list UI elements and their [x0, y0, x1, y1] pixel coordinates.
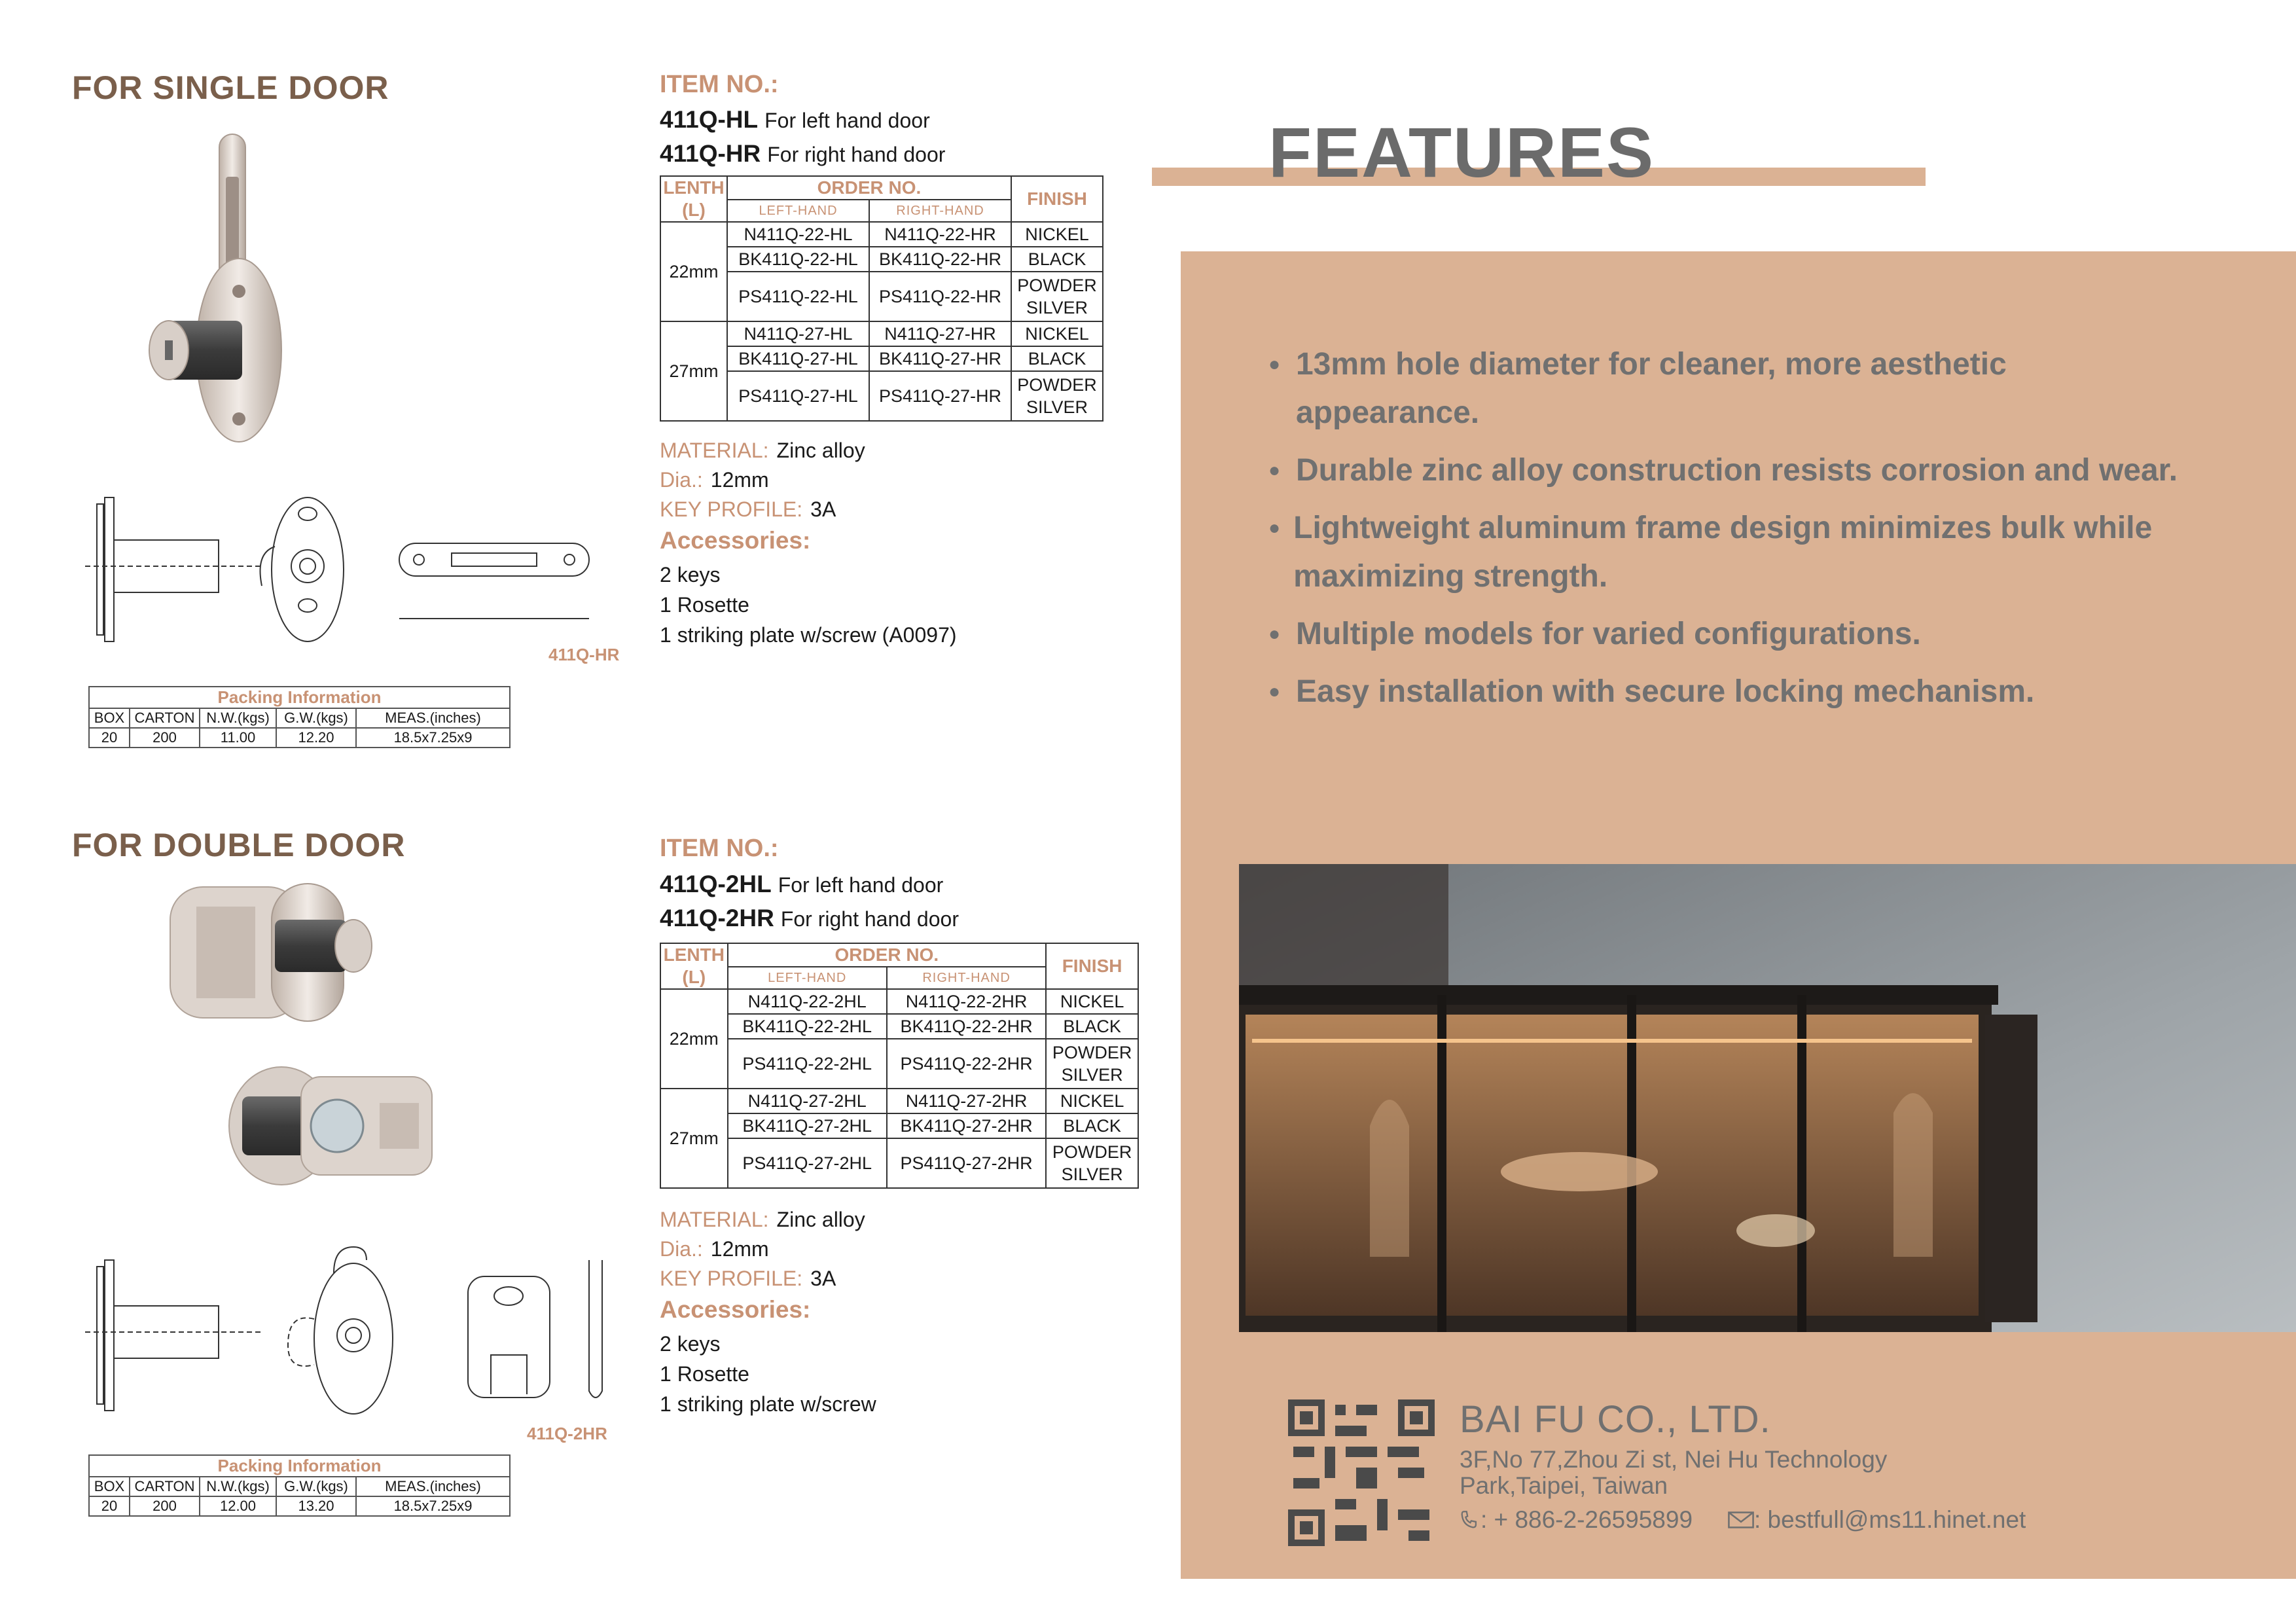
order-cell: N411Q-22-HL — [727, 222, 869, 247]
packing-title: Packing Information — [89, 1455, 510, 1477]
packing-header: N.W.(kgs) — [200, 708, 276, 728]
order-cell: BK411Q-22-2HR — [887, 1014, 1046, 1039]
order-cell: BK411Q-27-2HR — [887, 1113, 1046, 1138]
bullet-dot-icon: ● — [1268, 460, 1281, 481]
order-cell: N411Q-27-HL — [727, 321, 869, 346]
model-code: 411Q-HR — [660, 140, 761, 167]
accessory-item: 1 striking plate w/screw — [660, 1392, 876, 1416]
order-header: ORDER NO. — [727, 176, 1011, 200]
single-door-technical-drawing — [65, 468, 628, 664]
features-title: FEATURES — [1268, 113, 1655, 192]
finish-cell: POWDER SILVER — [1046, 1039, 1138, 1089]
model-code: 411Q-2HR — [660, 905, 774, 931]
finish-cell: BLACK — [1011, 247, 1103, 272]
order-cell: N411Q-27-2HL — [728, 1089, 887, 1113]
double-item-label: ITEM NO.: — [660, 835, 779, 862]
company-address-line-2: Park,Taipei, Taiwan — [1460, 1472, 1668, 1499]
double-door-lock-image — [157, 880, 458, 1195]
model-code: 411Q-HL — [660, 106, 759, 133]
finish-cell: NICKEL — [1011, 222, 1103, 247]
order-cell: BK411Q-22-HR — [869, 247, 1011, 272]
packing-value: 20 — [89, 1496, 130, 1516]
order-cell: N411Q-27-2HR — [887, 1089, 1046, 1113]
company-name: BAI FU CO., LTD. — [1460, 1398, 1771, 1441]
bullet-dot-icon: ● — [1268, 681, 1281, 702]
packing-header: MEAS.(inches) — [356, 708, 510, 728]
finish-header: FINISH — [1046, 943, 1138, 989]
order-cell: N411Q-22-HR — [869, 222, 1011, 247]
single-accessories-list — [660, 560, 957, 650]
packing-value: 12.20 — [276, 728, 356, 748]
right-hand-header: RIGHT-HAND — [887, 967, 1046, 989]
order-cell: BK411Q-27-HR — [869, 346, 1011, 371]
features-list — [1268, 340, 2198, 716]
model-desc: For left hand door — [764, 109, 930, 132]
phone-icon — [1458, 1509, 1480, 1531]
order-header: ORDER NO. — [728, 943, 1047, 967]
accessory-item: 2 keys — [660, 563, 721, 586]
order-cell: PS411Q-22-HL — [727, 272, 869, 321]
packing-header: BOX — [89, 708, 130, 728]
packing-value: 18.5x7.25x9 — [356, 728, 510, 748]
accessory-item: 1 Rosette — [660, 593, 749, 617]
packing-header: N.W.(kgs) — [200, 1477, 276, 1496]
packing-value: 13.20 — [276, 1496, 356, 1516]
packing-header: CARTON — [130, 1477, 200, 1496]
packing-header: G.W.(kgs) — [276, 1477, 356, 1496]
left-hand-header: LEFT-HAND — [728, 967, 887, 989]
length-cell: 27mm — [660, 1089, 728, 1188]
order-cell: BK411Q-27-2HL — [728, 1113, 887, 1138]
packing-title: Packing Information — [89, 687, 510, 708]
finish-cell: POWDER SILVER — [1046, 1138, 1138, 1188]
single-door-lock-image — [124, 124, 360, 452]
accessory-item: 1 Rosette — [660, 1362, 749, 1386]
packing-header: G.W.(kgs) — [276, 708, 356, 728]
single-key-profile: KEY PROFILE: 3A — [660, 497, 836, 521]
length-header: LENTH (L) — [660, 943, 728, 989]
company-email: : bestfull@ms11.hinet.net — [1728, 1506, 2026, 1534]
order-cell: PS411Q-22-HR — [869, 272, 1011, 321]
order-cell: BK411Q-22-2HL — [728, 1014, 887, 1039]
model-code: 411Q-2HL — [660, 871, 772, 897]
packing-value: 200 — [130, 1496, 200, 1516]
double-accessories-list — [660, 1329, 876, 1419]
model-desc: For left hand door — [778, 873, 944, 897]
model-desc: For right hand door — [767, 143, 946, 166]
double-key-profile: KEY PROFILE: 3A — [660, 1267, 836, 1290]
double-dia: Dia.: 12mm — [660, 1237, 769, 1261]
single-item-label: ITEM NO.: — [660, 71, 779, 98]
company-phone: : + 886-2-26595899 — [1458, 1506, 1693, 1534]
accessory-item: 2 keys — [660, 1332, 721, 1356]
finish-cell: POWDER SILVER — [1011, 371, 1103, 421]
double-model-left — [660, 871, 943, 898]
single-packing-table — [88, 686, 511, 748]
packing-value: 11.00 — [200, 728, 276, 748]
accessory-item: 1 striking plate w/screw (A0097) — [660, 623, 957, 647]
feature-item: ● Easy installation with secure locking mechanism. — [1268, 668, 2198, 716]
single-dia: Dia.: 12mm — [660, 468, 769, 492]
packing-value: 18.5x7.25x9 — [356, 1496, 510, 1516]
left-hand-header: LEFT-HAND — [727, 200, 869, 222]
packing-value: 20 — [89, 728, 130, 748]
packing-value: 200 — [130, 728, 200, 748]
length-cell: 22mm — [660, 989, 728, 1089]
order-cell: N411Q-27-HR — [869, 321, 1011, 346]
feature-item: ● Lightweight aluminum frame design minimizes bulk while maximizing strength. — [1268, 504, 2198, 601]
order-cell: PS411Q-22-2HL — [728, 1039, 887, 1089]
single-drawing-label: 411Q-HR — [548, 645, 620, 664]
finish-cell: NICKEL — [1011, 321, 1103, 346]
qr-code-icon — [1288, 1399, 1435, 1546]
packing-header: CARTON — [130, 708, 200, 728]
right-hand-header: RIGHT-HAND — [869, 200, 1011, 222]
order-cell: PS411Q-27-2HL — [728, 1138, 887, 1188]
single-door-title: FOR SINGLE DOOR — [72, 69, 389, 106]
double-door-technical-drawing — [65, 1240, 628, 1424]
order-cell: N411Q-22-2HR — [887, 989, 1046, 1014]
finish-header: FINISH — [1011, 176, 1103, 222]
order-cell: BK411Q-27-HL — [727, 346, 869, 371]
finish-cell: POWDER SILVER — [1011, 272, 1103, 321]
order-cell: PS411Q-27-HL — [727, 371, 869, 421]
packing-value: 12.00 — [200, 1496, 276, 1516]
order-cell: N411Q-22-2HL — [728, 989, 887, 1014]
feature-item: ● 13mm hole diameter for cleaner, more aesthetic appearance. — [1268, 340, 2198, 437]
double-model-right — [660, 905, 959, 932]
mail-icon — [1728, 1510, 1754, 1530]
single-accessories-title: Accessories: — [660, 527, 811, 554]
company-address-line-1: 3F,No 77,Zhou Zi st, Nei Hu Technology — [1460, 1446, 1888, 1473]
bullet-dot-icon: ● — [1268, 623, 1281, 645]
order-cell: PS411Q-27-2HR — [887, 1138, 1046, 1188]
order-cell: BK411Q-22-HL — [727, 247, 869, 272]
single-model-right — [660, 140, 945, 168]
packing-header: MEAS.(inches) — [356, 1477, 510, 1496]
double-door-title: FOR DOUBLE DOOR — [72, 827, 406, 863]
double-drawing-label: 411Q-2HR — [527, 1424, 607, 1443]
length-cell: 22mm — [660, 222, 727, 321]
feature-item: ● Multiple models for varied configurations. — [1268, 610, 2198, 659]
double-material: MATERIAL: Zinc alloy — [660, 1208, 865, 1231]
bullet-dot-icon: ● — [1268, 517, 1281, 539]
single-order-table — [660, 175, 1103, 422]
finish-cell: BLACK — [1046, 1014, 1138, 1039]
packing-header: BOX — [89, 1477, 130, 1496]
cabinet-photo — [1239, 864, 2296, 1332]
feature-item: ● Durable zinc alloy construction resists corrosion and wear. — [1268, 446, 2198, 495]
finish-cell: NICKEL — [1046, 1089, 1138, 1113]
finish-cell: BLACK — [1046, 1113, 1138, 1138]
single-model-left — [660, 106, 930, 134]
order-cell: PS411Q-22-2HR — [887, 1039, 1046, 1089]
double-accessories-title: Accessories: — [660, 1296, 811, 1323]
bullet-dot-icon: ● — [1268, 353, 1281, 375]
single-material: MATERIAL: Zinc alloy — [660, 439, 865, 462]
double-packing-table — [88, 1454, 511, 1517]
length-header: LENTH (L) — [660, 176, 727, 222]
model-desc: For right hand door — [780, 907, 959, 931]
length-cell: 27mm — [660, 321, 727, 421]
finish-cell: NICKEL — [1046, 989, 1138, 1014]
order-cell: PS411Q-27-HR — [869, 371, 1011, 421]
finish-cell: BLACK — [1011, 346, 1103, 371]
double-order-table — [660, 943, 1139, 1189]
